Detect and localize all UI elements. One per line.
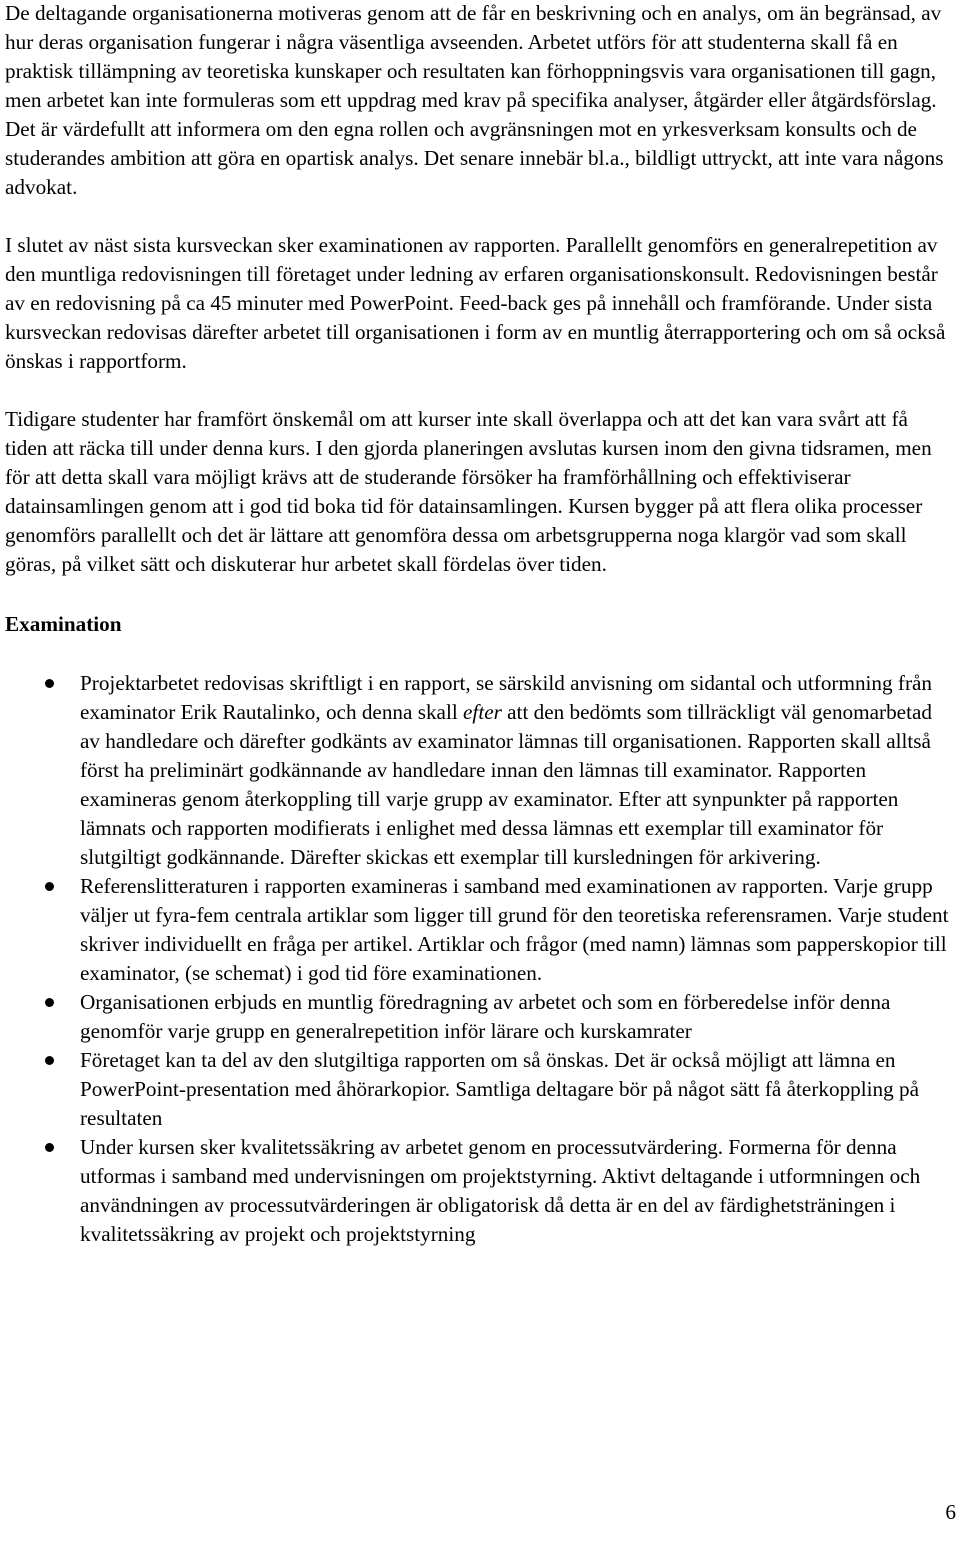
- bullet-text-oral-presentation: Organisationen erbjuds en muntlig föredragning av arbetet och som en förberedelse inför denna genomför varje grupp en generalrepetition inför lärare och kurskamrater: [80, 990, 891, 1043]
- bullet-icon: [45, 679, 54, 688]
- bullet-icon: [45, 1143, 54, 1152]
- bullet-icon: [45, 882, 54, 891]
- list-item: [5, 988, 955, 1046]
- bullet-text-report-part2: att den bedömts som tillräckligt väl genomarbetad av handledare och därefter godkänts av examinator lämnas till organisationen. Rapporten skall alltså först ha preliminärt godkännande av handledare innan den lämnas till examinator. Rapporten examineras genom återkoppling till varje grupp av examinator. Efter att synpunkter på rapporten lämnats och rapporten modifierats i enlighet med dessa lämnas ett exemplar till examinator för slutgiltigt godkännande. Därefter skickas ett exemplar till kursledningen för arkivering.: [80, 700, 932, 869]
- bullet-icon: [45, 998, 54, 1007]
- paragraph-planning-advice: Tidigare studenter har framfört önskemål om att kurser inte skall överlappa och att det kan vara svårt att få tiden att räcka till under denna kurs. I den gjorda planeringen avslutas kursen inom den givna tidsramen, men för att detta skall vara möjligt krävs att de studerande försöker ha framförhållning och effektiviserar datainsamlingen genom att i god tid boka tid för datainsamlingen. Kursen bygger på att flera olika processer genomförs parallellt och det är lättare att genomföra dessa om arbetsgrupperna noga klargör vad som skall göras, på vilket sätt och diskuterar hur arbetet skall fördelas över tiden.: [5, 407, 932, 576]
- examination-bullet-list: [5, 669, 955, 1249]
- bullet-text-references: Referenslitteraturen i rapporten examineras i samband med examinationen av rapporten. Varje grupp väljer ut fyra-fem centrala artiklar som ligger till grund för den teoretiska referensramen. Varje student skriver individuellt en fråga per artikel. Artiklar och frågor (med namn) lämnas som papperskopior till examinator, (se schemat) i god tid före examinationen.: [80, 874, 949, 985]
- list-item: [5, 669, 955, 872]
- bullet-text-report-italic: efter: [463, 700, 502, 724]
- paragraph-organisations-motivation: De deltagande organisationerna motiveras genom att de får en beskrivning och en analys, om än begränsad, av hur deras organisation fungerar i några väsentliga avseenden. Arbetet utförs för att studenterna skall få en praktisk tillämpning av teoretiska kunskaper och resultaten kan förhoppningsvis vara organisationen till gagn, men arbetet kan inte formuleras som ett uppdrag med krav på specifika analyser, åtgärder eller åtgärdsförslag. Det är värdefullt att informera om den egna rollen och avgränsningen mot en yrkesverksam konsults och de studerandes ambition att göra en opartisk analys. Det senare innebär bl.a., bildligt uttryckt, att inte vara någons advokat.: [5, 1, 944, 199]
- document-page: [5, 0, 955, 1249]
- section-heading-examination: Examination: [5, 612, 122, 636]
- bullet-text-final-report: Företaget kan ta del av den slutgiltiga rapporten om så önskas. Det är också möjligt att lämna en PowerPoint-presentation med åhörarkopior. Samtliga deltagare bör på något sätt få återkoppling på resultaten: [80, 1048, 920, 1130]
- paragraph-examination-timing: I slutet av näst sista kursveckan sker examinationen av rapporten. Parallellt genomförs en generalrepetition av den muntliga redovisningen till företaget under ledning av erfaren organisationskonsult. Redovisningen består av en redovisning på ca 45 minuter med PowerPoint. Feed-back ges på innehåll och framförande. Under sista kursveckan redovisas därefter arbetet till organisationen i form av en muntlig återrapportering och om så också önskas i rapportform.: [5, 233, 946, 373]
- bullet-text-quality-assurance: Under kursen sker kvalitetssäkring av arbetet genom en processutvärdering. Formerna för denna utformas i samband med undervisningen om projektstyrning. Aktivt deltagande i utformningen och användningen av processutvärderingen är obligatorisk då detta är en del av färdighetsträningen i kvalitetssäkring av projekt och projektstyrning: [80, 1135, 921, 1246]
- list-item: [5, 1133, 955, 1249]
- list-item: [5, 1046, 955, 1133]
- list-item: [5, 872, 955, 988]
- bullet-icon: [45, 1056, 54, 1065]
- bullet-text-report-part1: Projektarbetet redovisas skriftligt i en rapport, se särskild anvisning om sidantal och utformning från examinator Erik Rautalinko, och denna skall: [80, 671, 933, 724]
- page-number: 6: [945, 1500, 956, 1524]
